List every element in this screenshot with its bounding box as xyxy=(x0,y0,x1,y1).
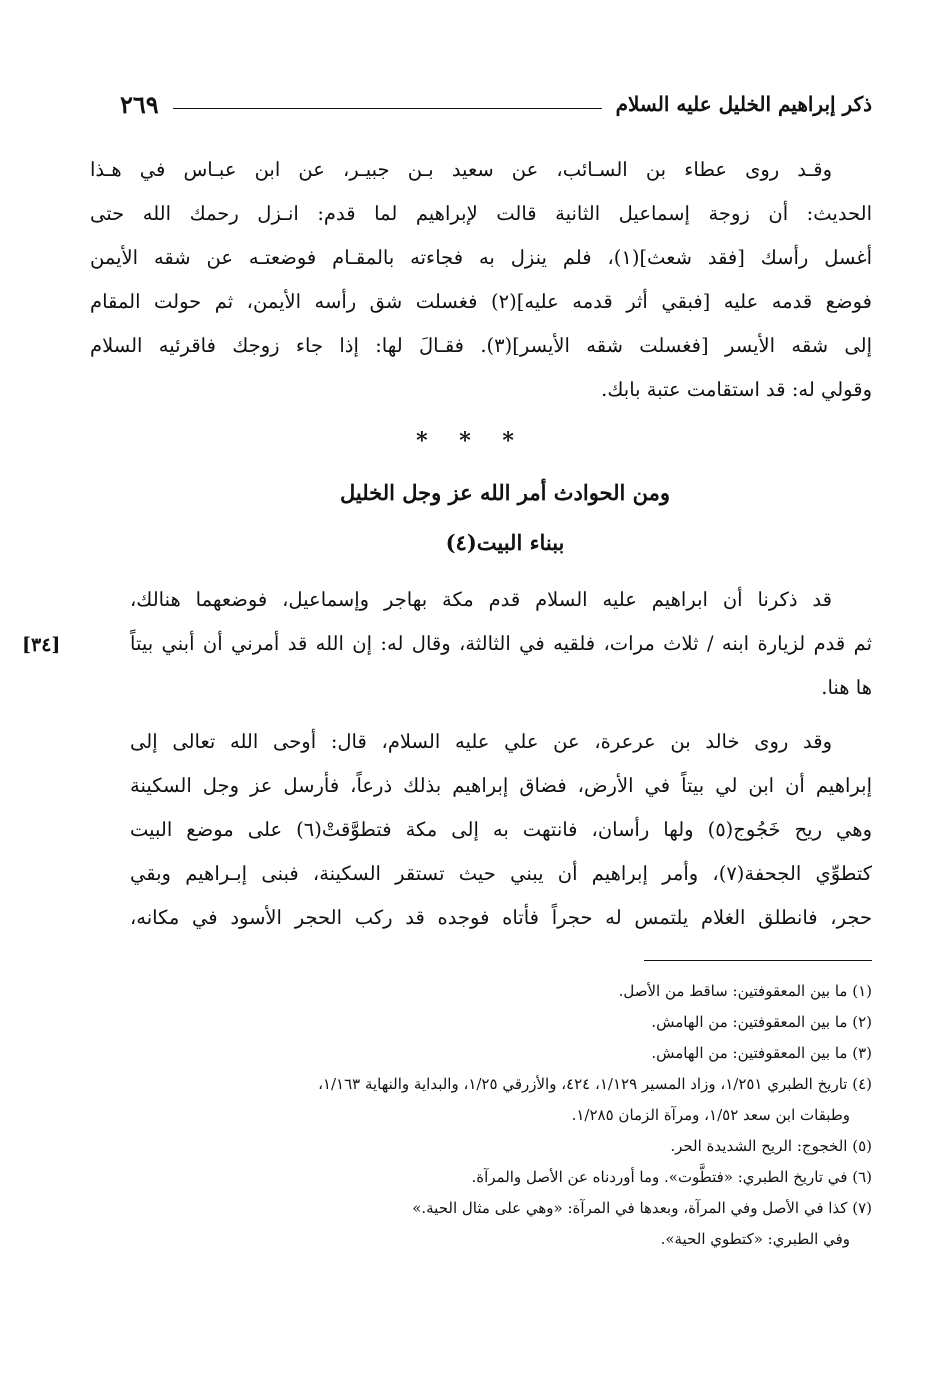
section-heading-line2: ببناء البيت(٤) xyxy=(445,530,565,555)
page-header xyxy=(120,84,872,124)
page-number: ٢٦٩ xyxy=(120,89,159,119)
footnote: (١) ما بين المعقوفتين: ساقط من الأصل. xyxy=(618,982,872,1000)
paragraph-ibn-abbas xyxy=(90,148,872,412)
text-line: ها هنا. xyxy=(821,676,872,699)
text-line: ثم قدم لزيارة ابنه / ثلاث مرات، فلقيه في الثالثة، وقال له: إن الله قد أمرني أن أبني بيتاً xyxy=(130,632,872,655)
footnote: (٣) ما بين المعقوفتين: من الهامش. xyxy=(651,1044,872,1062)
running-title: ذكر إبراهيم الخليل عليه السلام xyxy=(615,92,872,116)
text-line: أغسل رأسك [فقد شعث](١)، فلم ينزل به فجاءته بالمقـام فوضعتـه عن شقه الأيمن xyxy=(90,246,872,269)
text-line: إلى شقه الأيسر [فغسلت شقه الأيسر](٣). فقـالَ لها: إذا جاء زوجك فاقرئيه السلام xyxy=(90,334,872,357)
text-line: وقـد روى عطاء بن السـائب، عن سعيد بـن جبيـر، عن ابن عبـاس في هـذا xyxy=(90,158,832,181)
footnote: (٥) الخجوج: الريح الشديدة الحر. xyxy=(670,1137,872,1155)
footnote-continuation: وطبقات ابن سعد ١/٥٢، ومرآة الزمان ١/٢٨٥. xyxy=(571,1106,850,1124)
footnote: (٧) كذا في الأصل وفي المرآة، وبعدها في المرآة: «وهي على مثال الحية.» xyxy=(412,1199,872,1217)
text-line: وقولي له: قد استقامت عتبة بابك. xyxy=(601,378,872,401)
text-line: فوضع قدمه عليه [فبقي أثر قدمه عليه](٢) فغسلت شق رأسه الأيمن، ثم حولت المقام xyxy=(90,290,873,313)
footnote-continuation: وفي الطبري: «كتطوي الحية». xyxy=(660,1230,850,1248)
text-line: إبراهيم أن ابن لي بيتاً في الأرض، فضاق إبراهيم بذلك ذرعاً، فأرسل عز وجل السكينة xyxy=(130,774,872,797)
footnote-divider xyxy=(644,960,872,961)
paragraph-building-command xyxy=(130,578,872,710)
text-line: الحديث: أن زوجة إسماعيل الثانية قالت لإبراهيم لما قدم: انـزل رحمك الله حتى xyxy=(90,202,872,225)
text-line: حجر، فانطلق الغلام يلتمس له حجراً فأتاه فوجده قد ركب الحجر الأسود في مكانه، xyxy=(130,906,872,929)
footnote: (٢) ما بين المعقوفتين: من الهامش. xyxy=(651,1013,872,1031)
text-line: قد ذكرنا أن ابراهيم عليه السلام قدم مكة بهاجر وإسماعيل، فوضعهما هنالك، xyxy=(130,588,832,611)
footnote: (٤) تاريخ الطبري ١/٢٥١، وزاد المسير ١/١٢٩، ٤٢٤، والأزرقي ١/٢٥، والبداية والنهاية ١/١٦٣، xyxy=(318,1075,872,1093)
section-heading-line1: ومن الحوادث أمر الله عز وجل الخليل xyxy=(339,480,671,505)
footnote: (٦) في تاريخ الطبري: «فتطَّوت». وما أوردناه عن الأصل والمرآة. xyxy=(471,1168,872,1186)
text-line: وقد روى خالد بن عرعرة، عن علي عليه السلام، قال: أوحى الله تعالى إلى xyxy=(130,730,832,753)
manuscript-folio-marker: [٣٤] xyxy=(22,634,61,656)
text-line: وهي ريح خَجُوج(٥) ولها رأسان، فانتهت به إلى مكة فتطوَّقتْ(٦) على موضع البيت xyxy=(130,818,872,841)
paragraph-sakina xyxy=(130,720,872,940)
footnotes xyxy=(112,976,872,1255)
text-line: كتطوِّي الجحفة(٧)، وأمر إبراهيم أن يبني حيث تستقر السكينة، فبنى إبـراهيم وبقي xyxy=(130,862,872,885)
header-rule xyxy=(173,108,602,109)
section-separator: * * * xyxy=(416,428,526,454)
